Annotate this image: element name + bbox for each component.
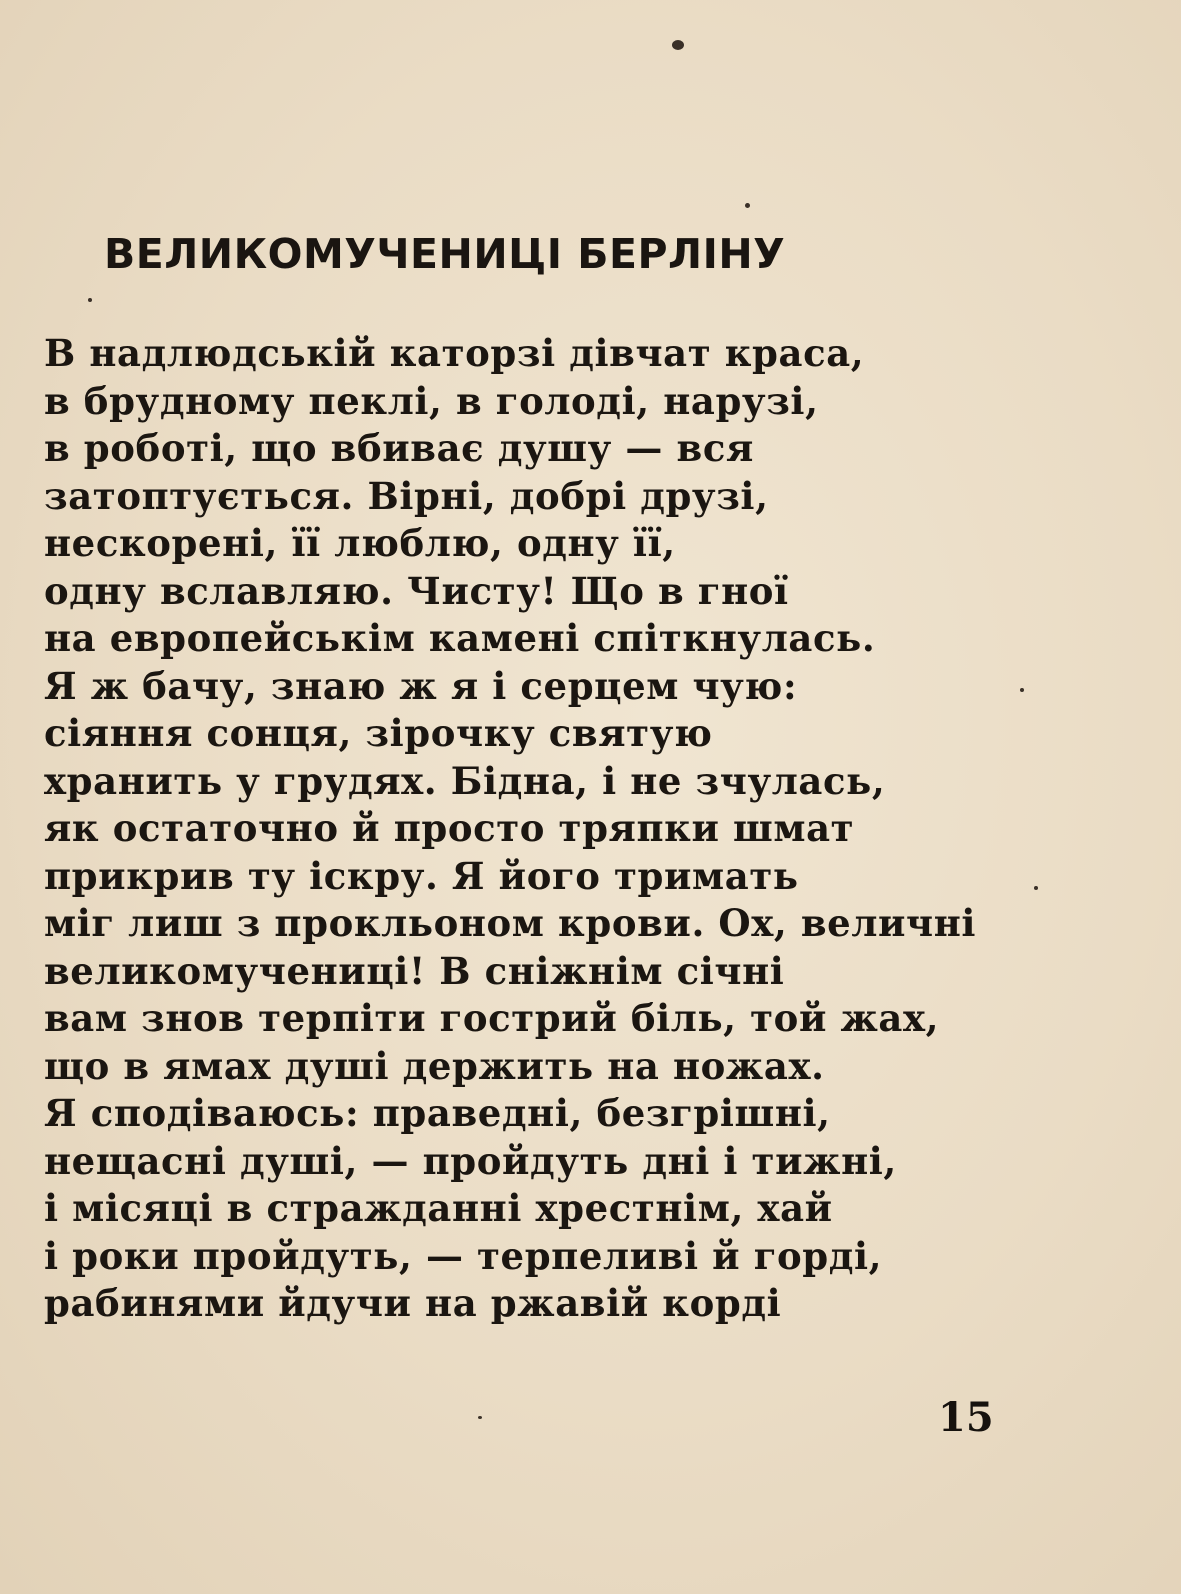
poem-body [44,330,1004,1328]
poem-line: прикрив ту іскру. Я його тримать [44,853,799,898]
poem-line: і місяці в стражданні хрестнім, хай [44,1186,833,1230]
poem-line: великомучениці! В сніжнім січні [44,948,785,993]
paper-speck [88,298,92,302]
poem-title: ВЕЛИКОМУЧЕНИЦІ БЕРЛІНУ [104,230,786,278]
poem-line: Я сподіваюсь: праведні, безгрішні, [44,1091,831,1135]
poem-line: затоптується. Вірні, добрі друзі, [44,473,769,518]
paper-speck [672,40,684,50]
poem-line: В надлюдській каторзі дівчат краса, [44,331,865,375]
poem-line: рабинями йдучи на ржавій корді [44,1281,782,1325]
poem-line: в брудному пеклі, в голоді, нарузі, [44,378,819,423]
paper-speck [745,203,750,208]
paper-speck [478,1416,482,1419]
poem-line: Я ж бачу, знаю ж я і серцем чую: [44,663,798,708]
poem-line: що в ямах душі держить на ножах. [44,1043,825,1088]
poem-line: в роботі, що вбиває душу — вся [44,426,754,470]
poem-line: хранить у грудях. Бідна, і не зчулась, [44,758,886,803]
poem-line: міг лиш з прокльоном крови. Ох, величні [44,901,977,945]
poem-line: сіяння сонця, зірочку святую [44,711,713,755]
poem-line: вам знов терпіти гострий біль, той жах, [44,996,940,1040]
page-number: 15 [938,1394,994,1441]
paper-speck [1020,688,1024,692]
paper-speck [1034,886,1038,890]
poem-line: одну вславляю. Чисту! Що в гної [44,568,789,613]
poem-line: нескорені, її люблю, одну її, [44,521,676,565]
poem-line: на европейськім камені спіткнулась. [44,616,876,660]
poem-line: як остаточно й просто тряпки шмат [44,806,855,850]
poem-line: і роки пройдуть, — терпеливі й горді, [44,1233,883,1278]
poem-line: нещасні душі, — пройдуть дні і тижні, [44,1138,897,1183]
